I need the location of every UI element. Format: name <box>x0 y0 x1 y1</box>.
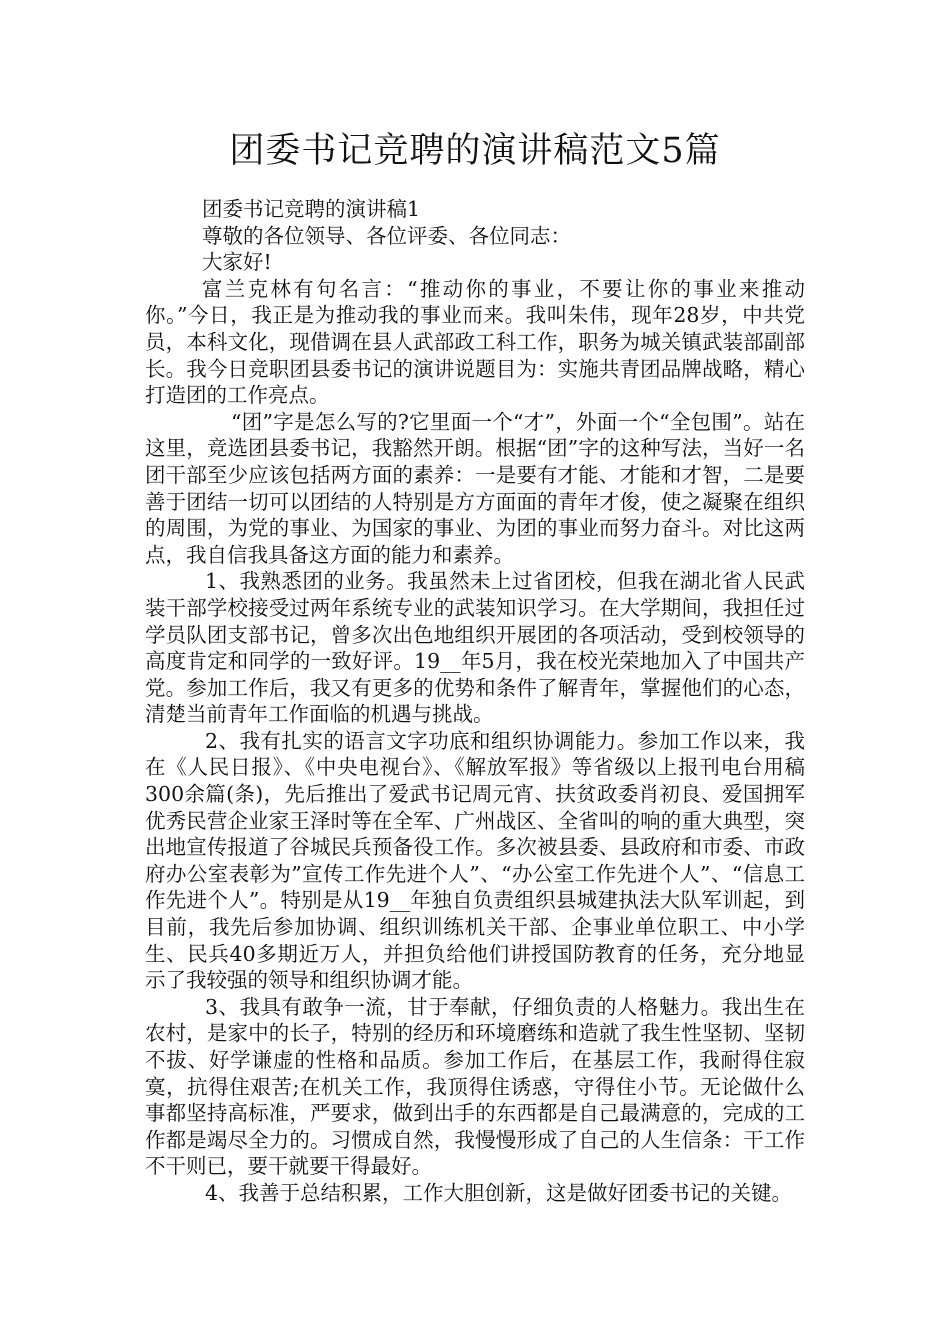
paragraph-point-4: 4、我善于总结积累，工作大胆创新，这是做好团委书记的关键。 <box>205 1180 793 1205</box>
paragraph-point-3: 3、我具有敢争一流，甘于奉献，仔细负责的人格魅力。我出生在农村，是家中的长子，特别的经历和环境磨练和造就了我生性坚韧、坚韧不拔、好学谦虚的性格和品质。参加工作后，在基层工作，我耐得住寂寞，抗得住艰苦;在机关工作，我顶得住诱惑，守得住小节。无论做什么事都坚持高标准，严要求，做到出手的东西都是自己最满意的，完成的工作都是竭尽全力的。习惯成自然，我慢慢形成了自己的人生信条：干工作不干则已，要干就要干得最好。 <box>145 994 805 1179</box>
paragraph-intro: 富兰克林有句名言：“推动你的事业，不要让你的事业来推动你。”今日，我正是为推动我的事业而来。我叫朱伟，现年28岁，中共党员，本科文化，现借调在县人武部政工科工作，职务为城关镇武装部副部长。我今日竞职团县委书记的演讲说题目为：实施共青团品牌战略，精心打造团的工作亮点。 <box>145 276 805 408</box>
greeting: 大家好! <box>202 250 272 275</box>
paragraph-point-2: 2、我有扎实的语言文字功底和组织协调能力。参加工作以来，我在《人民日报》、《中央电视台》、《解放军报》等省级以上报刊电台用稿300余篇(条)，先后推出了爱武书记周元宵、扶贫政委肖初良、爱国拥军优秀民营企业家王泽时等在全军、广州战区、全省叫的响的重大典型，突出地宣传报道了谷城民兵预备役工作。多次被县委、县政府和市委、市政府办公室表彰为”宣传工作先进个人”、“办公室工作先进个人”、“信息工作先进个人”。特别是从19__年独自负责组织县城建执法大队军训起，到目前，我先后参加协调、组织训练机关干部、企事业单位职工、中小学生、民兵40多期近万人，并担负给他们讲授国防教育的任务，充分地显示了我较强的领导和组织协调才能。 <box>145 728 805 993</box>
salutation: 尊敬的各位领导、各位评委、各位同志： <box>202 223 571 248</box>
paragraph-point-1: 1、我熟悉团的业务。我虽然未上过省团校，但我在湖北省人民武装干部学校接受过两年系统专业的武装知识学习。在大学期间，我担任过学员队团支部书记，曾多次出色地组织开展团的各项活动，受到校领导的高度肯定和同学的一致好评。19__年5月，我在校光荣地加入了中国共产党。参加工作后，我又有更多的优势和条件了解青年，掌握他们的心态，清楚当前青年工作面临的机遇与挑战。 <box>145 569 805 727</box>
paragraph-tuan-character: “团”字是怎么写的?它里面一个“才”，外面一个“全包围”。站在这里，竞选团县委书记，我豁然开朗。根据“团”字的这种写法，当好一名团干部至少应该包括两方面的素养：一是要有才能、才能和才智，二是要善于团结一切可以团结的人特别是方方面面的青年才俊，使之凝聚在组织的周围，为党的事业、为国家的事业、为团的事业而努力奋斗。对比这两点，我自信我具备这方面的能力和素养。 <box>145 409 805 567</box>
document-body <box>145 196 805 1207</box>
document-title: 团委书记竞聘的演讲稿范文5篇 <box>229 131 721 171</box>
section-heading: 团委书记竞聘的演讲稿1 <box>202 197 421 221</box>
